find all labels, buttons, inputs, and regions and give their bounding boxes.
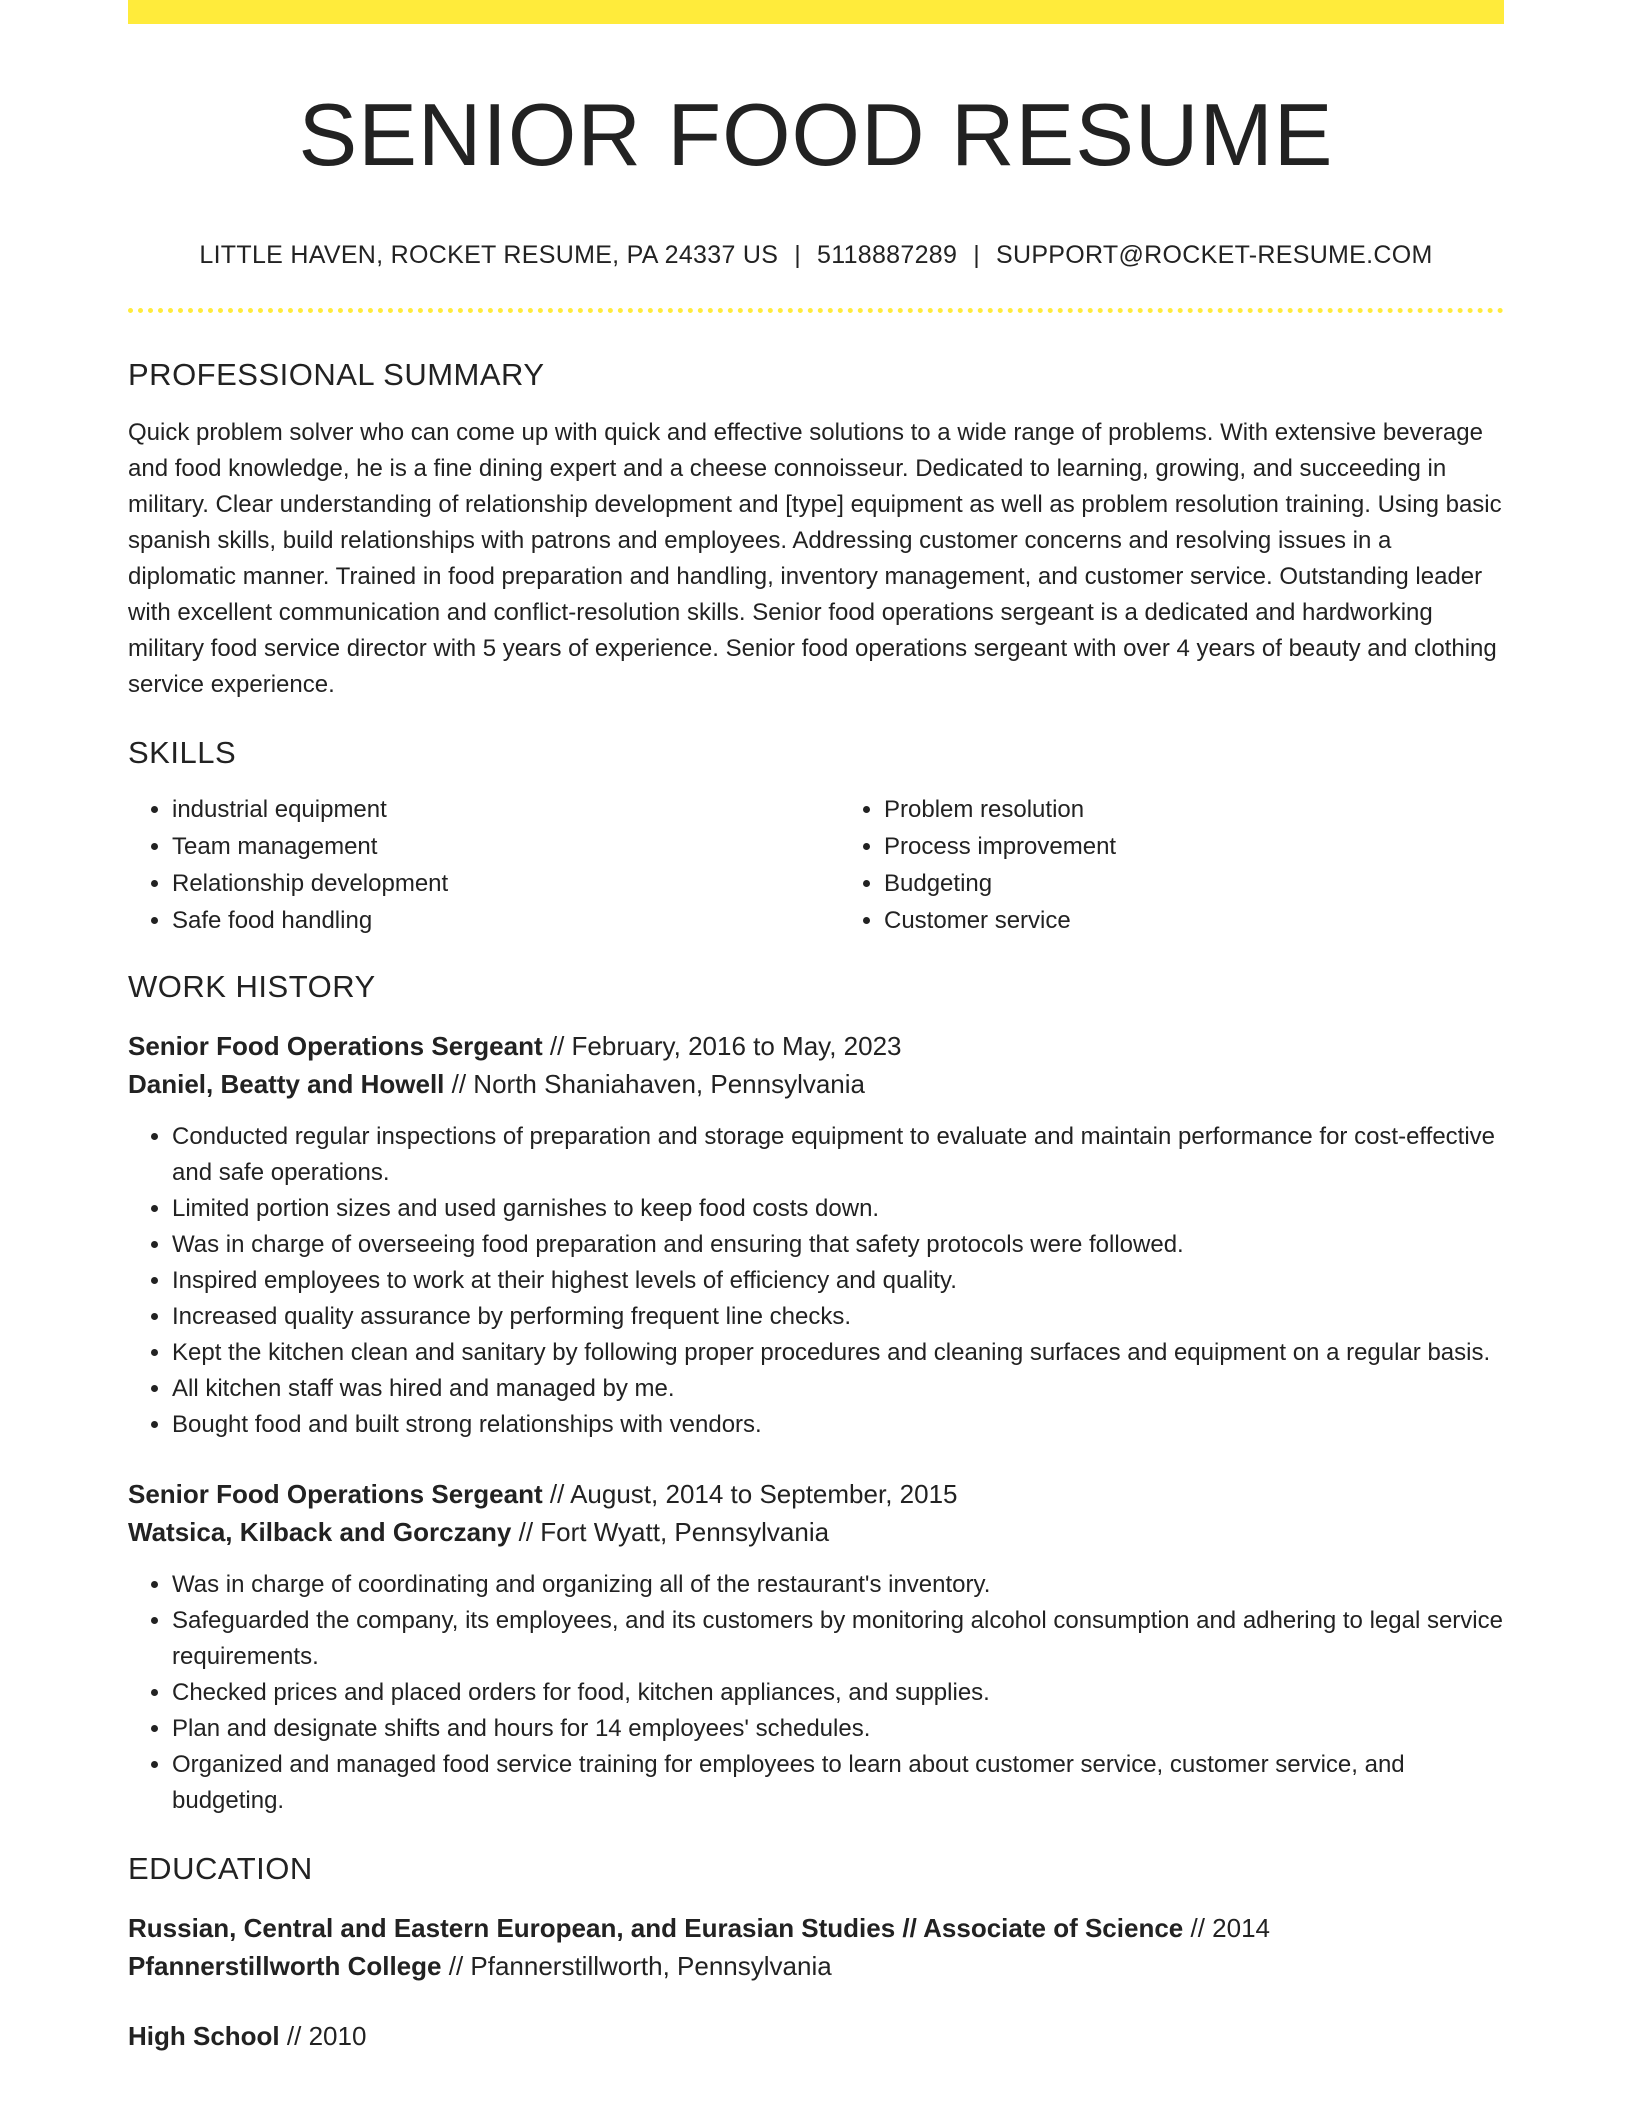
contact-line bbox=[128, 241, 1504, 270]
skill-item: • Team management bbox=[172, 828, 792, 865]
summary-text: Quick problem solver who can come up with quick and effective solutions to a wide range of problems. With extensive beverage and food knowledge, he is a fine dining expert and a cheese connoisseur. Dedicated to learning, growing, and succeeding in military. Clear understanding of relationship development and [type] equipment as well as problem resolution training. Using basic spanish skills, build relationships with patrons and employees. Addressing customer concerns and resolving issues in a diplomatic manner. Trained in food preparation and handling, inventory management, and customer service. Outstanding leader with excellent communication and conflict-resolution skills. Senior food operations sergeant is a dedicated and hardworking military food service director with 5 years of experience. Senior food operations sergeant with over 4 years of beauty and clothing service experience. bbox=[128, 419, 1502, 699]
job-company: Watsica, Kilback and Gorczany bbox=[128, 1517, 512, 1548]
job-bullet: • Safeguarded the company, its employees, and its customers by monitoring alcohol consumption and adhering to legal service requirements. bbox=[172, 1603, 1504, 1675]
education-degree-line bbox=[128, 1909, 1504, 1947]
skills-column-right bbox=[840, 791, 1504, 939]
job-bullet: • All kitchen staff was hired and managed by me. bbox=[172, 1371, 1504, 1407]
job-bullet: • Was in charge of overseeing food preparation and ensuring that safety protocols were followed. bbox=[172, 1227, 1504, 1263]
job-1-bullets bbox=[128, 1119, 1504, 1443]
job-bullet: • Inspired employees to work at their highest levels of efficiency and quality. bbox=[172, 1263, 1504, 1299]
job-bullet: • Checked prices and placed orders for food, kitchen appliances, and supplies. bbox=[172, 1675, 1504, 1711]
education-degree: High School bbox=[128, 2021, 280, 2052]
skill-item: • Relationship development bbox=[172, 865, 792, 902]
education-location: // Pfannerstillworth, Pennsylvania bbox=[441, 1951, 832, 1982]
job-bullet: • Was in charge of coordinating and organizing all of the restaurant's inventory. bbox=[172, 1567, 1504, 1603]
job-role: Senior Food Operations Sergeant bbox=[128, 1479, 543, 1510]
job-2-header bbox=[128, 1475, 1504, 1551]
job-location: // North Shaniahaven, Pennsylvania bbox=[444, 1069, 866, 1100]
summary-heading: PROFESSIONAL SUMMARY bbox=[128, 357, 545, 393]
education-year: // 2014 bbox=[1183, 1913, 1270, 1944]
education-school-line bbox=[128, 1947, 1504, 1985]
job-2-bullets bbox=[128, 1567, 1504, 1819]
skills-column-left bbox=[128, 791, 792, 939]
skills-list bbox=[128, 791, 1504, 939]
contact-separator: | bbox=[794, 241, 802, 270]
education-heading: EDUCATION bbox=[128, 1851, 313, 1887]
skills-heading: SKILLS bbox=[128, 735, 237, 771]
job-1-header bbox=[128, 1027, 1504, 1103]
contact-separator: | bbox=[973, 241, 980, 270]
job-title-line bbox=[128, 1027, 1504, 1065]
education-year: // 2010 bbox=[279, 2021, 367, 2052]
job-company-line bbox=[128, 1513, 1504, 1551]
job-bullet: • Limited portion sizes and used garnishes to keep food costs down. bbox=[172, 1191, 1504, 1227]
contact-email: SUPPORT@ROCKET-RESUME.COM bbox=[996, 241, 1433, 270]
job-bullet: • Bought food and built strong relationships with vendors. bbox=[172, 1407, 1504, 1443]
work-history-heading: WORK HISTORY bbox=[128, 969, 376, 1005]
job-location: // Fort Wyatt, Pennsylvania bbox=[511, 1517, 830, 1548]
skill-item: • Problem resolution bbox=[884, 791, 1504, 828]
job-bullet: • Conducted regular inspections of preparation and storage equipment to evaluate and maintain performance for cost-effective and safe operations. bbox=[172, 1119, 1504, 1191]
skill-item: • Process improvement bbox=[884, 828, 1504, 865]
job-bullet: • Kept the kitchen clean and sanitary by following proper procedures and cleaning surfaces and equipment on a regular basis. bbox=[172, 1335, 1504, 1371]
job-company: Daniel, Beatty and Howell bbox=[128, 1069, 445, 1100]
contact-phone: 5118887289 bbox=[817, 241, 958, 270]
job-title-line bbox=[128, 1475, 1504, 1513]
job-bullet: • Plan and designate shifts and hours for 14 employees' schedules. bbox=[172, 1711, 1504, 1747]
education-entry bbox=[128, 1909, 1504, 1985]
job-dates: // February, 2016 to May, 2023 bbox=[542, 1031, 902, 1062]
education-entry bbox=[128, 2017, 1504, 2055]
job-bullet: • Increased quality assurance by performing frequent line checks. bbox=[172, 1299, 1504, 1335]
job-dates: // August, 2014 to September, 2015 bbox=[542, 1479, 958, 1510]
job-bullet: • Organized and managed food service training for employees to learn about customer service, customer service, and budgeting. bbox=[172, 1747, 1504, 1819]
contact-address: LITTLE HAVEN, ROCKET RESUME, PA 24337 US bbox=[199, 241, 779, 270]
education-school: Pfannerstillworth College bbox=[128, 1951, 442, 1982]
resume-title: SENIOR FOOD RESUME bbox=[298, 85, 1334, 184]
job-role: Senior Food Operations Sergeant bbox=[128, 1031, 543, 1062]
job-company-line bbox=[128, 1065, 1504, 1103]
skill-item: • Budgeting bbox=[884, 865, 1504, 902]
education-degree-line bbox=[128, 2017, 1504, 2055]
resume-page bbox=[128, 0, 1504, 2055]
header-divider bbox=[128, 308, 1504, 313]
skill-item: • industrial equipment bbox=[172, 791, 792, 828]
accent-top-bar bbox=[128, 0, 1504, 24]
education-degree: Russian, Central and Eastern European, and Eurasian Studies // Associate of Science bbox=[128, 1913, 1184, 1944]
skill-item: • Safe food handling bbox=[172, 902, 792, 939]
skill-item: • Customer service bbox=[884, 902, 1504, 939]
